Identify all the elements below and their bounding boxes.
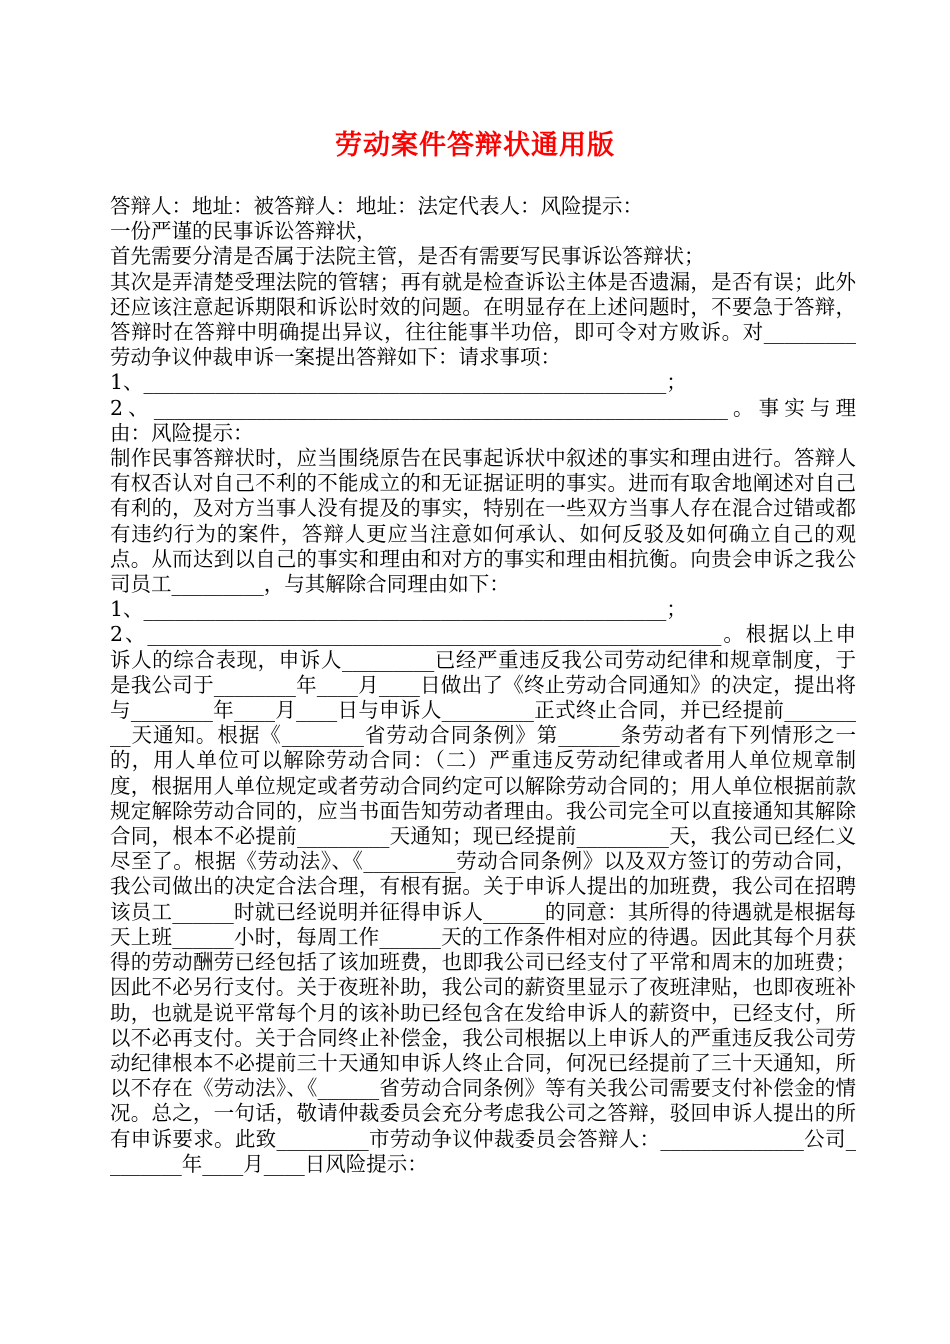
reason-item-1: 1、___________________________________________________； xyxy=(110,597,687,622)
request-item-2: 2、________________________________________________________。事实与理由：风险提示： xyxy=(110,395,856,445)
tip-jurisdiction-line: 首先需要分清是否属于法院主管，是否有需要写民事诉讼答辩状； xyxy=(110,244,705,269)
document-title: 劳动案件答辩状通用版 xyxy=(335,130,615,161)
intro-line: 一份严谨的民事诉讼答辩状， xyxy=(110,219,377,244)
parties-line: 答辩人：地址：被答辩人：地址：法定代表人：风险提示： xyxy=(110,194,643,218)
request-item-1: 1、___________________________________________________； xyxy=(110,370,687,395)
reason-body-paragraph: 2、________________________________________________________。根据以上申诉人的综合表现，申诉人_________已经严重违反我公司劳动纪律和规章制度，于是我公司于________年____月____日做出了《终止劳动合同通知》的决定，提出将与________年____月____日与申诉人_________正式终止合同，并已经提前_________天通知。根据《________省劳动合同条例》第______条劳动者有下列情形之一的，用人单位可以解除劳动合同：（二）严重违反劳动纪律或者用人单位规章制度，根据用人单位规定或者劳动合同约定可以解除劳动合同的；用人单位根据前款规定解除劳动合同的，应当书面告知劳动者理由。我公司完全可以直接通知其解除合同，根本不必提前_________天通知；现已经提前_________天，我公司已经仁义尽至了。根据《劳动法》、《_________劳动合同条例》以及双方签订的劳动合同，我公司做出的决定合法合理，有根有据。关于申诉人提出的加班费，我公司在招聘该员工______时就已经说明并征得申诉人______的同意：其所得的待遇就是根据每天上班______小时，每周工作______天的工作条件相对应的待遇。因此其每个月获得的劳动酬劳已经包括了该加班费，也即我公司已经支付了平常和周末的加班费；因此不必另行支付。关于夜班补助，我公司的薪资里显示了夜班津贴，也即夜班补助，也就是说平常每个月的该补助已经包含在发给申诉人的薪资中，已经支付，所以不必再支付。关于合同终止补偿金，我公司根据以上申诉人的严重违反我公司劳动纪律根本不必提前三十天通知申诉人终止合同，何况已经提前了三十天通知，所以不存在《劳动法》、《______省劳动合同条例》等有关我公司需要支付补偿金的情况。总之，一句话，敬请仲裁委员会充分考虑我公司之答辩，驳回申诉人提出的所有申诉要求。此致_________市劳动争议仲裁委员会答辩人：______________公司________年____月____日风险提示： xyxy=(110,622,856,1176)
tip-paragraph: 其次是弄清楚受理法院的管辖；再有就是检查诉讼主体是否遗漏，是否有误；此外还应该注意起诉期限和诉讼时效的问题。在明显存在上述问题时，不要急于答辩，答辩时在答辩中明确提出异议，往往能事半功倍，即可令对方败诉。对_________劳动争议仲裁申诉一案提出答辩如下：请求事项： xyxy=(110,269,856,370)
facts-guidance-paragraph: 制作民事答辩状时，应当围绕原告在民事起诉状中叙述的事实和理由进行。答辩人有权否认对自己不利的不能成立的和无证据证明的事实。进而有取舍地阐述对自己有利的，及对方当事人没有提及的事实，特别在一些双方当事人存在混合过错或都有违约行为的案件，答辩人更应当注意如何承认、如何反驳及如何确立自己的观点。从而达到以自己的事实和理由和对方的事实和理由相抗衡。向贵会申诉之我公司员工_________，与其解除合同理由如下： xyxy=(110,446,856,597)
document-body xyxy=(110,194,856,1177)
